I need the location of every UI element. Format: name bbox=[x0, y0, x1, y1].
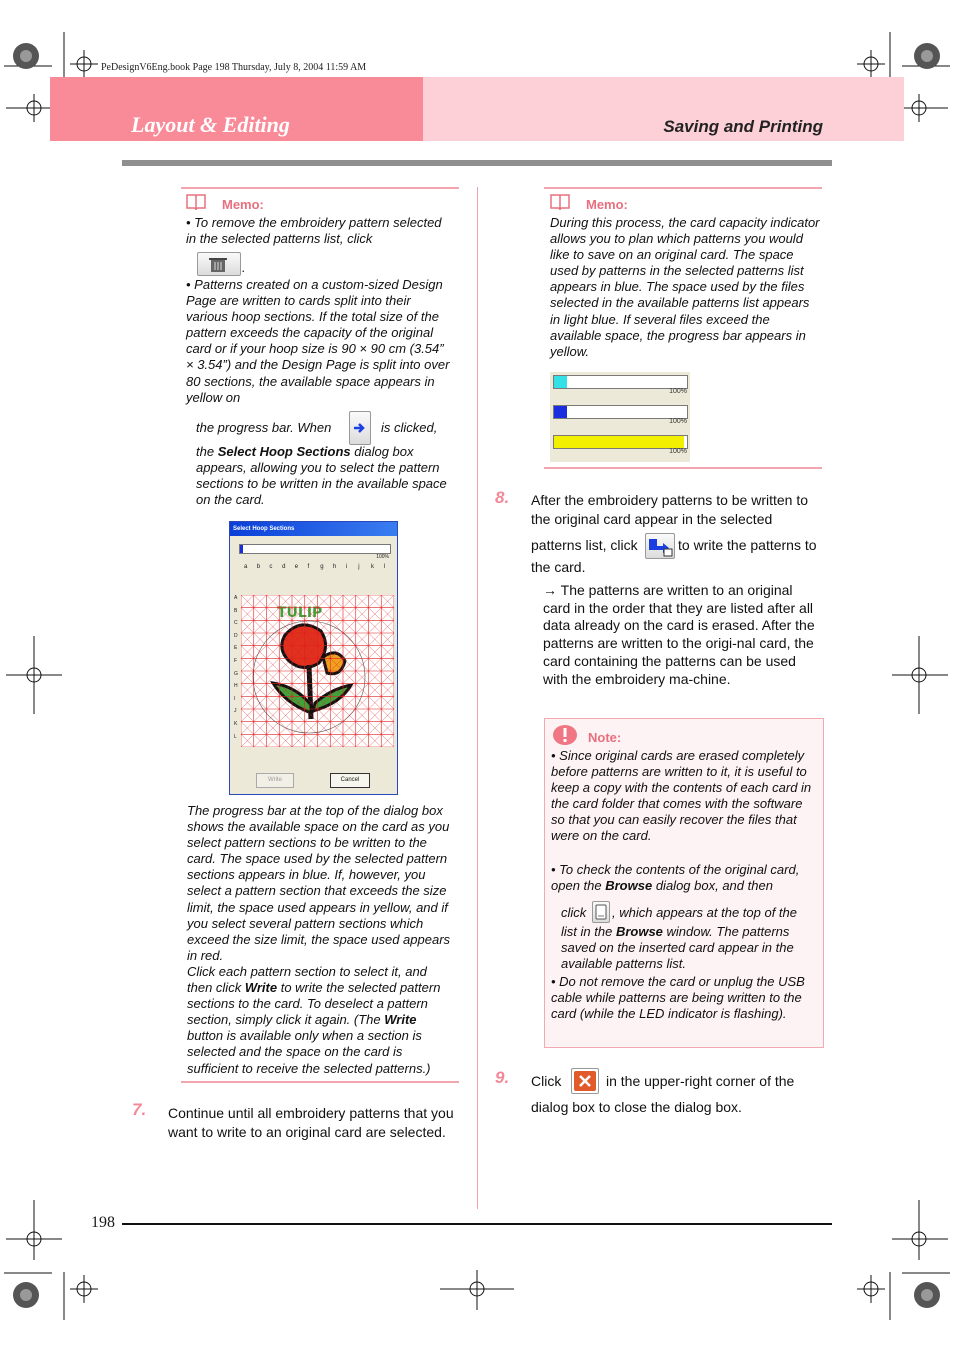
capacity-bar-light-blue bbox=[550, 372, 690, 402]
dialog-column-labels bbox=[244, 564, 386, 572]
step-9-close-text: dialog box to close the dialog box. bbox=[531, 1099, 742, 1115]
select-hoop-sections-dialog bbox=[229, 521, 398, 795]
grid-column-label: c bbox=[269, 564, 273, 570]
trash-icon bbox=[198, 253, 240, 275]
note-click-text: click bbox=[561, 905, 587, 920]
grid-column-label: l bbox=[383, 564, 386, 570]
grid-row-label: B bbox=[234, 607, 238, 614]
write-to-card-button[interactable] bbox=[645, 533, 675, 559]
delete-pattern-button[interactable] bbox=[197, 252, 241, 276]
grid-cell-mark bbox=[254, 671, 267, 684]
grid-cell-mark bbox=[267, 658, 280, 671]
memo-para-click: Click each pattern section to select it, and then click Write to write the selected pattern sections to the card. To deselect a pattern section, simply click it again. (The Write button is available only when a section is selected and the space on the card is sufficient to receive the selected patterns.) bbox=[187, 964, 441, 1076]
capacity-fill bbox=[554, 436, 684, 448]
grid-cell-mark bbox=[356, 646, 369, 659]
grid-row-label: G bbox=[234, 670, 238, 677]
grid-cell-mark bbox=[292, 722, 305, 735]
step-8-text: After the embroidery patterns to be written to the original card appear in the selected bbox=[531, 492, 809, 527]
grid-column-label: a bbox=[244, 564, 248, 570]
memo-label: Memo: bbox=[586, 197, 628, 212]
grid-cell-mark bbox=[254, 709, 267, 722]
memo-text-progress: the progress bar. When bbox=[196, 420, 332, 435]
grid-row-label: D bbox=[234, 632, 238, 639]
grid-cell-mark bbox=[267, 734, 280, 747]
grid-cell-mark bbox=[254, 646, 267, 659]
note-appears-text: , which appears at the top of the bbox=[612, 905, 798, 920]
dialog-progress-fill bbox=[240, 545, 243, 553]
grid-column-label: f bbox=[307, 564, 310, 570]
grid-cell-mark bbox=[343, 734, 356, 747]
grid-row-label: A bbox=[234, 595, 238, 601]
grid-cell-mark bbox=[254, 734, 267, 747]
grid-cell-mark bbox=[381, 722, 394, 735]
grid-cell-mark bbox=[305, 722, 318, 735]
grid-cell-mark bbox=[254, 620, 267, 633]
grid-cell-mark bbox=[241, 709, 254, 722]
grid-cell-mark bbox=[330, 608, 343, 621]
grid-cell-mark bbox=[292, 709, 305, 722]
step-8-write-text: to write the patterns to bbox=[678, 537, 817, 553]
footer-rule bbox=[122, 1223, 832, 1225]
note-bullet-usb: • Do not remove the card or unplug the USB cable while patterns are being written to the card (while the LED indicator is flashing). bbox=[551, 974, 805, 1022]
step-8-result: → The patterns are written to an original card in the order that they are listed after all data already on the card is erased. After the patterns are written to the origi-nal card, the card containing the patterns can be used with the embroidery ma-chine. bbox=[543, 582, 815, 687]
period-text: . bbox=[242, 260, 246, 275]
grid-cell-mark bbox=[356, 608, 369, 621]
book-slug: PeDesignV6Eng.book Page 198 Thursday, July 8, 2004 11:59 AM bbox=[101, 62, 367, 73]
note-browse-window-text: list in the Browse window. The patterns saved on the inserted card appear in the available patterns list. bbox=[561, 924, 794, 972]
grid-cell-mark bbox=[330, 709, 343, 722]
grid-cell-mark bbox=[369, 734, 382, 747]
memo-bullet-custom-size: • Patterns created on a custom-sized Design Page are written to cards split into their various hoop sections. If the total size of the pattern exceeds the capacity of the original card or if your hoop size is 90 × 90 cm (3.54” × 3.54”) and the Design Page is split into over 80 sections, the available space appears in yellow on bbox=[186, 277, 450, 405]
grid-cell-mark bbox=[369, 671, 382, 684]
grid-cell-mark bbox=[356, 734, 369, 747]
dialog-percent: 100% bbox=[376, 554, 389, 560]
tulip-design-grid bbox=[241, 595, 394, 747]
note-label: Note: bbox=[588, 730, 622, 745]
grid-cell-mark bbox=[381, 608, 394, 621]
grid-cell-mark bbox=[343, 646, 356, 659]
grid-cell-mark bbox=[318, 671, 331, 684]
step-8-click-text: patterns list, click bbox=[531, 537, 638, 553]
grid-cell-mark bbox=[267, 696, 280, 709]
capacity-fill bbox=[554, 376, 567, 388]
grid-cell-mark bbox=[330, 620, 343, 633]
grid-cell-mark bbox=[343, 595, 356, 608]
note-bullet-erased: • Since original cards are erased completely before patterns are written to it, it is useful to keep a copy with the contents of each card in the card folder that comes with the software so that you can easily recover the files that were on the card. bbox=[551, 748, 812, 844]
grid-column-label: d bbox=[282, 564, 286, 570]
capacity-percent: 100% bbox=[669, 418, 687, 425]
grid-column-label: e bbox=[294, 564, 299, 570]
grid-cell-mark bbox=[267, 646, 280, 659]
grid-cell-mark bbox=[343, 608, 356, 621]
grid-cell-mark bbox=[267, 633, 280, 646]
grid-cell-mark bbox=[241, 671, 254, 684]
step-8-card-text: the card. bbox=[531, 559, 586, 575]
header-rule bbox=[122, 160, 832, 166]
grid-cell-mark bbox=[267, 620, 280, 633]
memo-text-clicked: is clicked, bbox=[381, 420, 438, 435]
grid-cell-mark bbox=[241, 633, 254, 646]
step-8-number: 8. bbox=[495, 488, 510, 507]
card-contents-button[interactable] bbox=[592, 901, 610, 923]
write-card-icon bbox=[646, 534, 674, 558]
memo-para-progress: The progress bar at the top of the dialog box shows the available space on the card as you select pattern sections to be written to the card. The space used by the selected pattern sections appears in blue. If, however, you select a pattern section that exceeds the size limit, the space used appears in yellow, and if you select several pattern sections which exceed the size limit, the space used appears in red. bbox=[187, 803, 451, 963]
grid-cell-mark bbox=[369, 595, 382, 608]
grid-cell-mark bbox=[292, 671, 305, 684]
right-memo-text: During this process, the card capacity indicator allows you to plan which patterns you would like to save on an original card. The space used by patterns in the selected patterns list appears in blue. The space used by the files selected in the available patterns list appears in light blue. If several files exceed the available space, the progress bar appears in yellow. bbox=[550, 215, 820, 359]
grid-cell-mark bbox=[343, 709, 356, 722]
grid-cell-mark bbox=[254, 684, 267, 697]
grid-cell-mark bbox=[305, 734, 318, 747]
grid-cell-mark bbox=[254, 696, 267, 709]
close-button[interactable] bbox=[571, 1068, 599, 1094]
grid-cell-mark bbox=[241, 684, 254, 697]
grid-cell-mark bbox=[356, 696, 369, 709]
grid-column-label: k bbox=[371, 564, 374, 570]
warning-icon bbox=[552, 724, 580, 746]
grid-row-label: L bbox=[234, 733, 237, 740]
grid-cell-mark bbox=[369, 722, 382, 735]
arrow-right-icon bbox=[350, 412, 370, 444]
grid-column-label: i bbox=[345, 564, 347, 570]
grid-cell-mark bbox=[369, 696, 382, 709]
section-title: Saving and Printing bbox=[663, 117, 823, 136]
step-9-number: 9. bbox=[495, 1068, 510, 1087]
grid-cell-mark bbox=[241, 696, 254, 709]
grid-cell-mark bbox=[369, 646, 382, 659]
grid-cell-mark bbox=[279, 722, 292, 735]
grid-cell-mark bbox=[381, 658, 394, 671]
grid-cell-mark bbox=[254, 633, 267, 646]
grid-cell-mark bbox=[279, 734, 292, 747]
grid-column-label: h bbox=[332, 564, 337, 570]
right-memo-bottom-rule bbox=[544, 467, 822, 469]
column-divider bbox=[477, 187, 478, 1209]
capacity-fill bbox=[554, 406, 567, 418]
grid-row-label: C bbox=[234, 620, 238, 627]
grid-row-label: H bbox=[234, 683, 238, 690]
grid-cell-mark bbox=[318, 709, 331, 722]
grid-row-label: J bbox=[234, 708, 237, 715]
grid-cell-mark bbox=[254, 595, 267, 608]
next-arrow-button[interactable] bbox=[349, 411, 371, 445]
memo-text-dialog: the Select Hoop Sections dialog box appears, allowing you to select the pattern sections to be written in the available space on the card. bbox=[196, 444, 447, 508]
grid-cell-mark bbox=[356, 671, 369, 684]
grid-cell-mark bbox=[356, 633, 369, 646]
grid-cell-mark bbox=[279, 620, 292, 633]
grid-cell-mark bbox=[381, 671, 394, 684]
grid-cell-mark bbox=[241, 658, 254, 671]
grid-cell-mark bbox=[241, 595, 254, 608]
left-memo-bottom-rule bbox=[181, 1081, 459, 1083]
right-memo-top-rule bbox=[544, 187, 822, 189]
left-memo-top-rule bbox=[181, 187, 459, 189]
grid-cell-mark bbox=[318, 595, 331, 608]
grid-column-label: g bbox=[320, 564, 324, 570]
step-7-text: Continue until all embroidery patterns that you want to write to an original card are selected. bbox=[168, 1105, 454, 1140]
dialog-title: Select Hoop Sections bbox=[230, 522, 397, 536]
grid-row-label: F bbox=[234, 658, 238, 664]
capacity-bar-yellow bbox=[550, 432, 690, 462]
grid-cell-mark bbox=[318, 722, 331, 735]
capacity-percent: 100% bbox=[669, 448, 687, 455]
dialog-progress-bar bbox=[239, 544, 391, 554]
grid-cell-mark bbox=[267, 722, 280, 735]
chapter-title: Layout & Editing bbox=[131, 112, 290, 137]
grid-cell-mark bbox=[343, 696, 356, 709]
grid-cell-mark bbox=[267, 595, 280, 608]
grid-cell-mark bbox=[241, 734, 254, 747]
grid-cell-mark bbox=[369, 633, 382, 646]
grid-cell-mark bbox=[279, 671, 292, 684]
close-icon bbox=[572, 1069, 598, 1093]
step-9-click-text: Click bbox=[531, 1073, 562, 1089]
memo-label: Memo: bbox=[222, 197, 264, 212]
grid-cell-mark bbox=[343, 722, 356, 735]
grid-cell-mark bbox=[369, 684, 382, 697]
grid-cell-mark bbox=[381, 684, 394, 697]
grid-cell-mark bbox=[330, 595, 343, 608]
grid-cell-mark bbox=[279, 658, 292, 671]
grid-row-label: E bbox=[234, 645, 238, 652]
step-7-number: 7. bbox=[132, 1100, 147, 1119]
grid-cell-mark bbox=[369, 709, 382, 722]
grid-cell-mark bbox=[381, 709, 394, 722]
grid-cell-mark bbox=[241, 608, 254, 621]
capacity-percent: 100% bbox=[669, 388, 687, 395]
dialog-cancel-button[interactable]: Cancel bbox=[330, 773, 370, 788]
grid-cell-mark bbox=[279, 709, 292, 722]
book-icon bbox=[185, 192, 207, 212]
grid-cell-mark bbox=[254, 658, 267, 671]
grid-cell-mark bbox=[381, 595, 394, 608]
memo-bullet-delete: • To remove the embroidery pattern selected in the selected patterns list, click bbox=[186, 215, 442, 247]
grid-cell-mark bbox=[369, 608, 382, 621]
page-number: 198 bbox=[91, 1214, 115, 1231]
grid-cell-mark bbox=[381, 734, 394, 747]
grid-cell-mark bbox=[381, 696, 394, 709]
grid-cell-mark bbox=[330, 734, 343, 747]
card-icon bbox=[593, 902, 609, 922]
grid-cell-mark bbox=[356, 722, 369, 735]
grid-cell-mark bbox=[356, 709, 369, 722]
grid-row-label: K bbox=[234, 721, 238, 727]
grid-cell-mark bbox=[369, 620, 382, 633]
grid-cell-mark bbox=[356, 620, 369, 633]
grid-cell-mark bbox=[318, 734, 331, 747]
grid-column-label: j bbox=[358, 564, 360, 570]
dialog-write-button[interactable]: Write bbox=[256, 773, 294, 788]
grid-cell-mark bbox=[369, 658, 382, 671]
grid-row-label: I bbox=[234, 695, 236, 702]
hoop-grid[interactable] bbox=[241, 595, 394, 747]
grid-column-label: b bbox=[256, 564, 261, 570]
grid-cell-mark bbox=[343, 633, 356, 646]
grid-cell-mark bbox=[241, 646, 254, 659]
grid-cell-mark bbox=[330, 633, 343, 646]
grid-cell-mark bbox=[343, 620, 356, 633]
grid-cell-mark bbox=[241, 620, 254, 633]
grid-cell-mark bbox=[318, 620, 331, 633]
grid-cell-mark bbox=[381, 646, 394, 659]
grid-cell-mark bbox=[381, 633, 394, 646]
grid-cell-mark bbox=[241, 722, 254, 735]
step-9-corner-text: in the upper-right corner of the bbox=[606, 1073, 795, 1089]
grid-cell-mark bbox=[381, 620, 394, 633]
grid-cell-mark bbox=[356, 595, 369, 608]
book-icon bbox=[549, 192, 571, 212]
note-bullet-browse: • To check the contents of the original card, open the Browse dialog box, and then bbox=[551, 862, 800, 894]
grid-cell-mark bbox=[343, 671, 356, 684]
capacity-bar-blue bbox=[550, 402, 690, 432]
grid-cell-mark bbox=[254, 722, 267, 735]
grid-cell-mark bbox=[292, 734, 305, 747]
svg-text:TULIP: TULIP bbox=[277, 605, 323, 621]
grid-cell-mark bbox=[254, 608, 267, 621]
